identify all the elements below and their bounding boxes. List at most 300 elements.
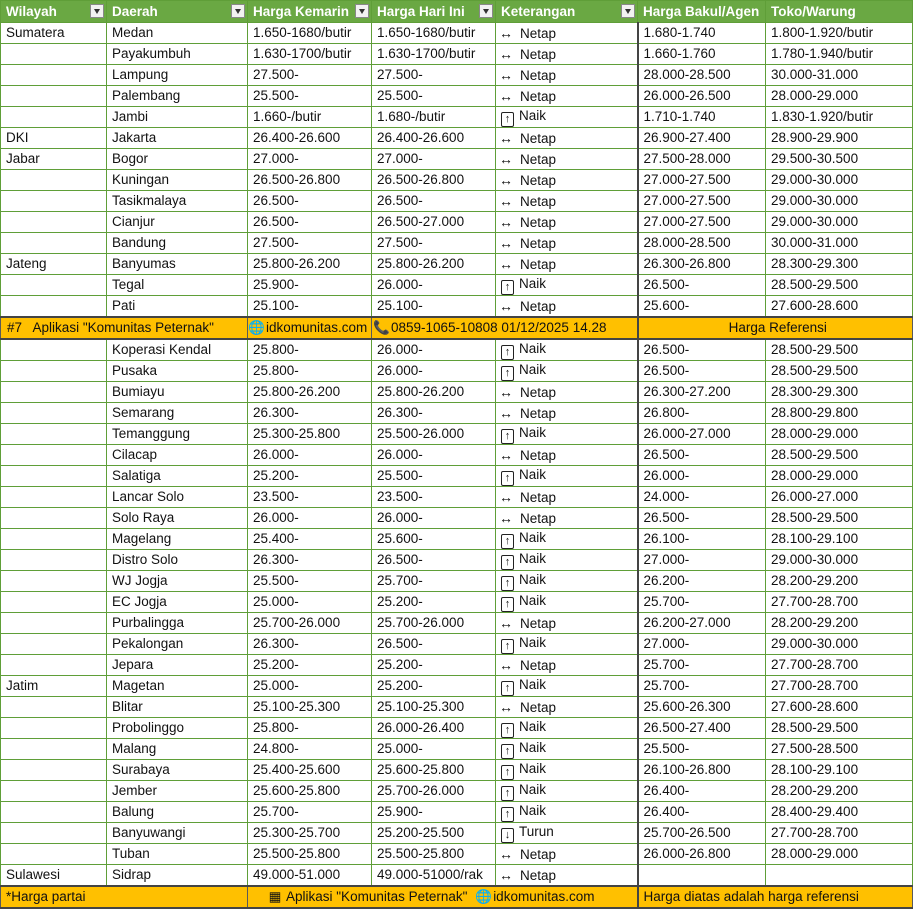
cell-toko-warung[interactable]: 28.000-29.000 xyxy=(766,466,913,487)
cell-harga-bakul[interactable]: 25.600- xyxy=(638,296,766,318)
cell-keterangan[interactable] xyxy=(496,445,638,466)
cell-harga-kemarin[interactable]: 25.900- xyxy=(248,275,372,296)
cell-harga-kemarin[interactable]: 27.500- xyxy=(248,65,372,86)
cell-harga-bakul[interactable]: 26.400- xyxy=(638,781,766,802)
cell-keterangan[interactable] xyxy=(496,212,638,233)
cell-harga-hari-ini[interactable]: 27.000- xyxy=(372,149,496,170)
cell-daerah[interactable]: Cilacap xyxy=(107,445,248,466)
cell-keterangan[interactable] xyxy=(496,149,638,170)
cell-harga-hari-ini[interactable]: 26.000-26.400 xyxy=(372,718,496,739)
cell-daerah[interactable]: Tuban xyxy=(107,844,248,865)
arrow-left-right-icon: ↔ xyxy=(499,845,513,862)
cell-daerah[interactable]: Bandung xyxy=(107,233,248,254)
cell-wilayah[interactable] xyxy=(1,44,107,65)
col-header-daerah[interactable]: Daerah xyxy=(107,1,248,23)
cell-toko-warung[interactable]: 28.300-29.300 xyxy=(766,254,913,275)
cell-harga-bakul[interactable]: 26.500- xyxy=(638,508,766,529)
cell-harga-kemarin[interactable]: 25.700- xyxy=(248,802,372,823)
cell-keterangan[interactable] xyxy=(496,823,638,844)
cell-harga-hari-ini[interactable]: 49.000-51000/rak xyxy=(372,865,496,887)
cell-harga-kemarin[interactable]: 25.500-25.800 xyxy=(248,844,372,865)
cell-keterangan[interactable] xyxy=(496,550,638,571)
cell-daerah[interactable]: Jambi xyxy=(107,107,248,128)
cell-toko-warung[interactable]: 28.500-29.500 xyxy=(766,445,913,466)
cell-daerah[interactable]: Jepara xyxy=(107,655,248,676)
cell-harga-kemarin[interactable]: 25.400- xyxy=(248,529,372,550)
cell-keterangan[interactable] xyxy=(496,781,638,802)
cell-wilayah[interactable] xyxy=(1,296,107,318)
cell-keterangan[interactable] xyxy=(496,254,638,275)
cell-harga-bakul[interactable]: 26.100-26.800 xyxy=(638,760,766,781)
cell-keterangan[interactable] xyxy=(496,296,638,318)
cell-harga-hari-ini[interactable]: 25.800-26.200 xyxy=(372,382,496,403)
cell-toko-warung[interactable]: 28.200-29.200 xyxy=(766,571,913,592)
cell-daerah[interactable]: Jakarta xyxy=(107,128,248,149)
cell-toko-warung[interactable]: 28.400-29.400 xyxy=(766,802,913,823)
cell-daerah[interactable]: Payakumbuh xyxy=(107,44,248,65)
banner-phone[interactable]: 0859-1065-10808 xyxy=(391,320,498,335)
cell-wilayah[interactable] xyxy=(1,550,107,571)
cell-wilayah[interactable] xyxy=(1,844,107,865)
cell-daerah[interactable]: Temanggung xyxy=(107,424,248,445)
cell-keterangan[interactable] xyxy=(496,718,638,739)
cell-harga-hari-ini[interactable]: 25.200- xyxy=(372,676,496,697)
cell-keterangan[interactable] xyxy=(496,739,638,760)
cell-harga-bakul[interactable]: 26.000-26.500 xyxy=(638,86,766,107)
cell-wilayah[interactable] xyxy=(1,466,107,487)
cell-keterangan[interactable] xyxy=(496,170,638,191)
cell-toko-warung[interactable]: 29.000-30.000 xyxy=(766,170,913,191)
cell-harga-hari-ini[interactable]: 26.500- xyxy=(372,550,496,571)
cell-harga-bakul[interactable]: 25.700- xyxy=(638,592,766,613)
cell-wilayah[interactable] xyxy=(1,107,107,128)
cell-toko-warung[interactable]: 28.200-29.200 xyxy=(766,781,913,802)
cell-harga-hari-ini[interactable]: 26.000- xyxy=(372,361,496,382)
table-row xyxy=(1,86,913,107)
cell-wilayah[interactable] xyxy=(1,191,107,212)
cell-harga-kemarin[interactable]: 25.200- xyxy=(248,466,372,487)
cell-keterangan[interactable] xyxy=(496,65,638,86)
cell-harga-bakul[interactable]: 26.300-26.800 xyxy=(638,254,766,275)
cell-harga-kemarin[interactable]: 25.300-25.700 xyxy=(248,823,372,844)
cell-harga-bakul[interactable] xyxy=(638,865,766,887)
cell-harga-bakul[interactable]: 28.000-28.500 xyxy=(638,65,766,86)
cell-wilayah[interactable] xyxy=(1,613,107,634)
cell-harga-hari-ini[interactable]: 26.000- xyxy=(372,339,496,361)
cell-toko-warung[interactable]: 26.000-27.000 xyxy=(766,487,913,508)
cell-keterangan[interactable] xyxy=(496,655,638,676)
cell-harga-kemarin[interactable]: 26.000- xyxy=(248,508,372,529)
cell-harga-hari-ini[interactable]: 23.500- xyxy=(372,487,496,508)
cell-toko-warung[interactable]: 28.500-29.500 xyxy=(766,361,913,382)
cell-harga-bakul[interactable]: 26.500- xyxy=(638,361,766,382)
cell-wilayah[interactable] xyxy=(1,339,107,361)
cell-harga-bakul[interactable]: 26.400- xyxy=(638,802,766,823)
cell-harga-hari-ini[interactable]: 25.000- xyxy=(372,739,496,760)
cell-harga-hari-ini[interactable]: 26.500- xyxy=(372,634,496,655)
cell-wilayah[interactable] xyxy=(1,212,107,233)
cell-keterangan[interactable] xyxy=(496,802,638,823)
cell-wilayah[interactable] xyxy=(1,445,107,466)
cell-harga-kemarin[interactable]: 26.500-26.800 xyxy=(248,170,372,191)
cell-toko-warung[interactable]: 28.500-29.500 xyxy=(766,718,913,739)
cell-harga-hari-ini[interactable]: 27.500- xyxy=(372,233,496,254)
cell-daerah[interactable]: Sidrap xyxy=(107,865,248,887)
cell-daerah[interactable]: Palembang xyxy=(107,86,248,107)
cell-harga-hari-ini[interactable]: 25.900- xyxy=(372,802,496,823)
cell-toko-warung[interactable]: 27.600-28.600 xyxy=(766,697,913,718)
cell-harga-bakul[interactable]: 26.300-27.200 xyxy=(638,382,766,403)
cell-harga-bakul[interactable]: 1.660-1.760 xyxy=(638,44,766,65)
cell-harga-bakul[interactable]: 26.500- xyxy=(638,339,766,361)
cell-harga-kemarin[interactable]: 25.400-25.600 xyxy=(248,760,372,781)
cell-keterangan[interactable] xyxy=(496,487,638,508)
cell-harga-bakul[interactable]: 27.000-27.500 xyxy=(638,191,766,212)
cell-wilayah[interactable] xyxy=(1,65,107,86)
cell-wilayah[interactable] xyxy=(1,760,107,781)
cell-daerah[interactable]: WJ Jogja xyxy=(107,571,248,592)
cell-toko-warung[interactable]: 29.000-30.000 xyxy=(766,212,913,233)
cell-keterangan[interactable] xyxy=(496,233,638,254)
cell-keterangan[interactable] xyxy=(496,466,638,487)
cell-keterangan[interactable] xyxy=(496,592,638,613)
cell-daerah[interactable]: Kuningan xyxy=(107,170,248,191)
cell-harga-hari-ini[interactable]: 26.000- xyxy=(372,445,496,466)
cell-keterangan[interactable] xyxy=(496,508,638,529)
cell-harga-bakul[interactable]: 24.000- xyxy=(638,487,766,508)
cell-daerah[interactable]: Banyumas xyxy=(107,254,248,275)
cell-toko-warung[interactable]: 28.300-29.300 xyxy=(766,382,913,403)
filter-dropdown-icon[interactable] xyxy=(355,4,369,18)
cell-harga-hari-ini[interactable]: 25.600-25.800 xyxy=(372,760,496,781)
cell-keterangan[interactable] xyxy=(496,634,638,655)
cell-harga-hari-ini[interactable]: 25.200- xyxy=(372,592,496,613)
cell-harga-kemarin[interactable]: 25.500- xyxy=(248,86,372,107)
cell-wilayah[interactable] xyxy=(1,781,107,802)
cell-daerah[interactable]: Tasikmalaya xyxy=(107,191,248,212)
cell-keterangan[interactable] xyxy=(496,107,638,128)
cell-toko-warung[interactable]: 27.600-28.600 xyxy=(766,296,913,318)
cell-wilayah[interactable] xyxy=(1,508,107,529)
cell-harga-hari-ini[interactable]: 25.200-25.500 xyxy=(372,823,496,844)
cell-harga-bakul[interactable]: 27.000-27.500 xyxy=(638,170,766,191)
cell-keterangan[interactable] xyxy=(496,86,638,107)
filter-dropdown-icon[interactable] xyxy=(231,4,245,18)
status-label: Naik xyxy=(519,572,547,587)
cell-harga-kemarin[interactable]: 26.300- xyxy=(248,403,372,424)
cell-daerah[interactable]: Pusaka xyxy=(107,361,248,382)
cell-harga-hari-ini[interactable]: 25.600- xyxy=(372,529,496,550)
cell-daerah[interactable]: Koperasi Kendal xyxy=(107,339,248,361)
cell-toko-warung[interactable]: 28.500-29.500 xyxy=(766,275,913,296)
cell-keterangan[interactable] xyxy=(496,339,638,361)
cell-harga-bakul[interactable]: 25.700-26.500 xyxy=(638,823,766,844)
cell-daerah[interactable]: Purbalingga xyxy=(107,613,248,634)
cell-wilayah[interactable] xyxy=(1,592,107,613)
cell-toko-warung[interactable]: 29.000-30.000 xyxy=(766,550,913,571)
cell-harga-hari-ini[interactable]: 25.100-25.300 xyxy=(372,697,496,718)
cell-wilayah[interactable] xyxy=(1,655,107,676)
cell-toko-warung[interactable]: 28.200-29.200 xyxy=(766,613,913,634)
cell-daerah[interactable]: Lancar Solo xyxy=(107,487,248,508)
cell-daerah[interactable]: Medan xyxy=(107,23,248,44)
cell-harga-kemarin[interactable]: 25.800-26.200 xyxy=(248,254,372,275)
cell-daerah[interactable]: Surabaya xyxy=(107,760,248,781)
cell-harga-bakul[interactable]: 27.000- xyxy=(638,550,766,571)
cell-harga-bakul[interactable]: 26.100- xyxy=(638,529,766,550)
cell-harga-bakul[interactable]: 26.500-27.400 xyxy=(638,718,766,739)
cell-harga-hari-ini[interactable]: 25.500- xyxy=(372,466,496,487)
cell-harga-kemarin[interactable]: 26.500- xyxy=(248,212,372,233)
cell-harga-hari-ini[interactable]: 27.500- xyxy=(372,65,496,86)
cell-harga-hari-ini[interactable]: 26.500-27.000 xyxy=(372,212,496,233)
cell-wilayah[interactable] xyxy=(1,424,107,445)
cell-keterangan[interactable] xyxy=(496,424,638,445)
cell-keterangan[interactable] xyxy=(496,44,638,65)
cell-harga-kemarin[interactable]: 25.800- xyxy=(248,339,372,361)
cell-wilayah[interactable]: Jatim xyxy=(1,676,107,697)
cell-harga-bakul[interactable]: 26.800- xyxy=(638,403,766,424)
cell-keterangan[interactable] xyxy=(496,275,638,296)
cell-harga-hari-ini[interactable]: 26.500- xyxy=(372,191,496,212)
cell-harga-kemarin[interactable]: 25.800- xyxy=(248,361,372,382)
cell-wilayah[interactable] xyxy=(1,275,107,296)
cell-harga-hari-ini[interactable]: 26.000- xyxy=(372,275,496,296)
cell-harga-bakul[interactable]: 28.000-28.500 xyxy=(638,233,766,254)
cell-harga-bakul[interactable]: 25.600-26.300 xyxy=(638,697,766,718)
cell-keterangan[interactable] xyxy=(496,844,638,865)
arrow-left-right-icon: ↔ xyxy=(499,192,513,209)
filter-dropdown-icon[interactable] xyxy=(90,4,104,18)
cell-daerah[interactable]: Lampung xyxy=(107,65,248,86)
cell-harga-bakul[interactable]: 26.500- xyxy=(638,445,766,466)
cell-harga-kemarin[interactable]: 25.800- xyxy=(248,718,372,739)
cell-harga-bakul[interactable]: 26.000- xyxy=(638,466,766,487)
cell-toko-warung[interactable]: 28.100-29.100 xyxy=(766,529,913,550)
cell-keterangan[interactable] xyxy=(496,128,638,149)
cell-wilayah[interactable] xyxy=(1,718,107,739)
cell-harga-hari-ini[interactable]: 26.500-26.800 xyxy=(372,170,496,191)
cell-keterangan[interactable] xyxy=(496,865,638,887)
cell-wilayah[interactable] xyxy=(1,739,107,760)
cell-harga-kemarin[interactable]: 26.300- xyxy=(248,634,372,655)
cell-harga-kemarin[interactable]: 1.660-/butir xyxy=(248,107,372,128)
cell-harga-kemarin[interactable]: 25.500- xyxy=(248,571,372,592)
filter-dropdown-icon[interactable] xyxy=(621,4,635,18)
cell-wilayah[interactable] xyxy=(1,571,107,592)
col-header-toko-warung: Toko/Warung xyxy=(766,1,913,23)
cell-harga-kemarin[interactable]: 49.000-51.000 xyxy=(248,865,372,887)
arrow-up-icon: ↑ xyxy=(501,765,514,780)
cell-keterangan[interactable] xyxy=(496,191,638,212)
cell-harga-bakul[interactable]: 26.000-26.800 xyxy=(638,844,766,865)
cell-keterangan[interactable] xyxy=(496,403,638,424)
col-header-harga-hari-ini[interactable]: Harga Hari Ini xyxy=(372,1,496,23)
cell-wilayah[interactable] xyxy=(1,487,107,508)
cell-harga-kemarin[interactable]: 27.500- xyxy=(248,233,372,254)
cell-keterangan[interactable] xyxy=(496,361,638,382)
cell-keterangan[interactable] xyxy=(496,529,638,550)
cell-toko-warung[interactable]: 27.700-28.700 xyxy=(766,823,913,844)
cell-keterangan[interactable] xyxy=(496,676,638,697)
cell-harga-bakul[interactable]: 26.200-27.000 xyxy=(638,613,766,634)
cell-daerah[interactable]: Banyuwangi xyxy=(107,823,248,844)
cell-daerah[interactable]: Balung xyxy=(107,802,248,823)
cell-keterangan[interactable] xyxy=(496,23,638,44)
cell-harga-kemarin[interactable]: 25.600-25.800 xyxy=(248,781,372,802)
cell-wilayah[interactable] xyxy=(1,634,107,655)
cell-toko-warung[interactable] xyxy=(766,865,913,887)
cell-daerah[interactable]: Malang xyxy=(107,739,248,760)
cell-harga-hari-ini[interactable]: 25.800-26.200 xyxy=(372,254,496,275)
cell-harga-kemarin[interactable]: 25.100-25.300 xyxy=(248,697,372,718)
cell-harga-kemarin[interactable]: 25.800-26.200 xyxy=(248,382,372,403)
cell-wilayah[interactable] xyxy=(1,382,107,403)
cell-daerah[interactable]: Salatiga xyxy=(107,466,248,487)
banner-site[interactable]: idkomunitas.com xyxy=(266,320,368,335)
cell-harga-kemarin[interactable]: 26.500- xyxy=(248,191,372,212)
cell-keterangan[interactable] xyxy=(496,571,638,592)
cell-daerah[interactable]: Cianjur xyxy=(107,212,248,233)
cell-harga-hari-ini[interactable]: 1.680-/butir xyxy=(372,107,496,128)
cell-harga-bakul[interactable]: 26.200- xyxy=(638,571,766,592)
cell-harga-hari-ini[interactable]: 25.700-26.000 xyxy=(372,781,496,802)
cell-wilayah[interactable] xyxy=(1,86,107,107)
cell-toko-warung[interactable]: 27.700-28.700 xyxy=(766,655,913,676)
cell-toko-warung[interactable]: 28.000-29.000 xyxy=(766,844,913,865)
cell-keterangan[interactable] xyxy=(496,697,638,718)
cell-daerah[interactable]: Jember xyxy=(107,781,248,802)
cell-daerah[interactable]: Pati xyxy=(107,296,248,318)
cell-harga-kemarin[interactable]: 24.800- xyxy=(248,739,372,760)
cell-daerah[interactable]: Semarang xyxy=(107,403,248,424)
cell-harga-hari-ini[interactable]: 26.400-26.600 xyxy=(372,128,496,149)
cell-toko-warung[interactable]: 1.800-1.920/butir xyxy=(766,23,913,44)
cell-harga-kemarin[interactable]: 26.300- xyxy=(248,550,372,571)
cell-wilayah[interactable] xyxy=(1,802,107,823)
cell-toko-warung[interactable]: 29.000-30.000 xyxy=(766,634,913,655)
cell-harga-kemarin[interactable]: 26.400-26.600 xyxy=(248,128,372,149)
cell-keterangan[interactable] xyxy=(496,760,638,781)
cell-toko-warung[interactable]: 27.500-28.500 xyxy=(766,739,913,760)
cell-daerah[interactable]: Magelang xyxy=(107,529,248,550)
cell-toko-warung[interactable]: 28.900-29.900 xyxy=(766,128,913,149)
cell-harga-bakul[interactable]: 25.700- xyxy=(638,676,766,697)
cell-wilayah[interactable]: Jabar xyxy=(1,149,107,170)
cell-toko-warung[interactable]: 28.800-29.800 xyxy=(766,403,913,424)
cell-harga-hari-ini[interactable]: 25.500- xyxy=(372,86,496,107)
cell-wilayah[interactable] xyxy=(1,361,107,382)
cell-toko-warung[interactable]: 30.000-31.000 xyxy=(766,233,913,254)
cell-harga-hari-ini[interactable]: 25.700- xyxy=(372,571,496,592)
cell-harga-kemarin[interactable]: 25.100- xyxy=(248,296,372,318)
cell-wilayah[interactable] xyxy=(1,823,107,844)
cell-wilayah[interactable] xyxy=(1,697,107,718)
footer-site[interactable]: idkomunitas.com xyxy=(493,889,595,904)
cell-keterangan[interactable] xyxy=(496,613,638,634)
cell-toko-warung[interactable]: 28.000-29.000 xyxy=(766,424,913,445)
cell-daerah[interactable]: Tegal xyxy=(107,275,248,296)
cell-harga-kemarin[interactable]: 27.000- xyxy=(248,149,372,170)
cell-harga-hari-ini[interactable]: 26.300- xyxy=(372,403,496,424)
cell-harga-kemarin[interactable]: 1.630-1700/butir xyxy=(248,44,372,65)
cell-toko-warung[interactable]: 28.500-29.500 xyxy=(766,508,913,529)
cell-wilayah[interactable] xyxy=(1,529,107,550)
cell-toko-warung[interactable]: 29.000-30.000 xyxy=(766,191,913,212)
cell-harga-kemarin[interactable]: 1.650-1680/butir xyxy=(248,23,372,44)
col-header-harga-kemarin[interactable]: Harga Kemarin xyxy=(248,1,372,23)
cell-harga-bakul[interactable]: 1.680-1.740 xyxy=(638,23,766,44)
cell-toko-warung[interactable]: 28.500-29.500 xyxy=(766,339,913,361)
cell-wilayah[interactable] xyxy=(1,233,107,254)
cell-daerah[interactable]: Distro Solo xyxy=(107,550,248,571)
cell-harga-kemarin[interactable]: 25.300-25.800 xyxy=(248,424,372,445)
cell-harga-bakul[interactable]: 26.900-27.400 xyxy=(638,128,766,149)
cell-harga-hari-ini[interactable]: 25.500-26.000 xyxy=(372,424,496,445)
cell-wilayah[interactable]: Jateng xyxy=(1,254,107,275)
cell-daerah[interactable]: Probolinggo xyxy=(107,718,248,739)
cell-harga-bakul[interactable]: 1.710-1.740 xyxy=(638,107,766,128)
cell-daerah[interactable]: Magetan xyxy=(107,676,248,697)
cell-harga-bakul[interactable]: 27.000- xyxy=(638,634,766,655)
cell-harga-hari-ini[interactable]: 25.100- xyxy=(372,296,496,318)
cell-harga-kemarin[interactable]: 23.500- xyxy=(248,487,372,508)
cell-harga-hari-ini[interactable]: 25.700-26.000 xyxy=(372,613,496,634)
cell-toko-warung[interactable]: 28.100-29.100 xyxy=(766,760,913,781)
cell-harga-bakul[interactable]: 26.000-27.000 xyxy=(638,424,766,445)
cell-harga-bakul[interactable]: 26.500- xyxy=(638,275,766,296)
col-header-keterangan[interactable]: Keterangan xyxy=(496,1,638,23)
cell-wilayah[interactable]: DKI xyxy=(1,128,107,149)
cell-harga-hari-ini[interactable]: 1.650-1680/butir xyxy=(372,23,496,44)
cell-harga-kemarin[interactable]: 25.000- xyxy=(248,592,372,613)
cell-harga-bakul[interactable]: 25.500- xyxy=(638,739,766,760)
cell-wilayah[interactable]: Sulawesi xyxy=(1,865,107,887)
cell-harga-bakul[interactable]: 27.000-27.500 xyxy=(638,212,766,233)
cell-wilayah[interactable] xyxy=(1,170,107,191)
cell-harga-hari-ini[interactable]: 1.630-1700/butir xyxy=(372,44,496,65)
cell-daerah[interactable]: Bumiayu xyxy=(107,382,248,403)
cell-keterangan[interactable] xyxy=(496,382,638,403)
cell-toko-warung[interactable]: 27.700-28.700 xyxy=(766,676,913,697)
cell-harga-kemarin[interactable]: 25.000- xyxy=(248,676,372,697)
cell-wilayah[interactable]: Sumatera xyxy=(1,23,107,44)
filter-dropdown-icon[interactable] xyxy=(479,4,493,18)
cell-toko-warung[interactable]: 1.780-1.940/butir xyxy=(766,44,913,65)
cell-harga-bakul[interactable]: 25.700- xyxy=(638,655,766,676)
cell-harga-kemarin[interactable]: 25.700-26.000 xyxy=(248,613,372,634)
cell-toko-warung[interactable]: 28.000-29.000 xyxy=(766,86,913,107)
cell-toko-warung[interactable]: 1.830-1.920/butir xyxy=(766,107,913,128)
table-row xyxy=(1,466,913,487)
cell-daerah[interactable]: Pekalongan xyxy=(107,634,248,655)
cell-harga-hari-ini[interactable]: 25.200- xyxy=(372,655,496,676)
col-header-wilayah[interactable]: Wilayah xyxy=(1,1,107,23)
cell-toko-warung[interactable]: 30.000-31.000 xyxy=(766,65,913,86)
cell-harga-kemarin[interactable]: 25.200- xyxy=(248,655,372,676)
cell-daerah[interactable]: Blitar xyxy=(107,697,248,718)
cell-toko-warung[interactable]: 27.700-28.700 xyxy=(766,592,913,613)
cell-harga-hari-ini[interactable]: 26.000- xyxy=(372,508,496,529)
cell-harga-kemarin[interactable]: 26.000- xyxy=(248,445,372,466)
cell-toko-warung[interactable]: 29.500-30.500 xyxy=(766,149,913,170)
cell-harga-hari-ini[interactable]: 25.500-25.800 xyxy=(372,844,496,865)
cell-daerah[interactable]: Solo Raya xyxy=(107,508,248,529)
cell-daerah[interactable]: EC Jogja xyxy=(107,592,248,613)
cell-wilayah[interactable] xyxy=(1,403,107,424)
cell-daerah[interactable]: Bogor xyxy=(107,149,248,170)
cell-harga-bakul[interactable]: 27.500-28.000 xyxy=(638,149,766,170)
